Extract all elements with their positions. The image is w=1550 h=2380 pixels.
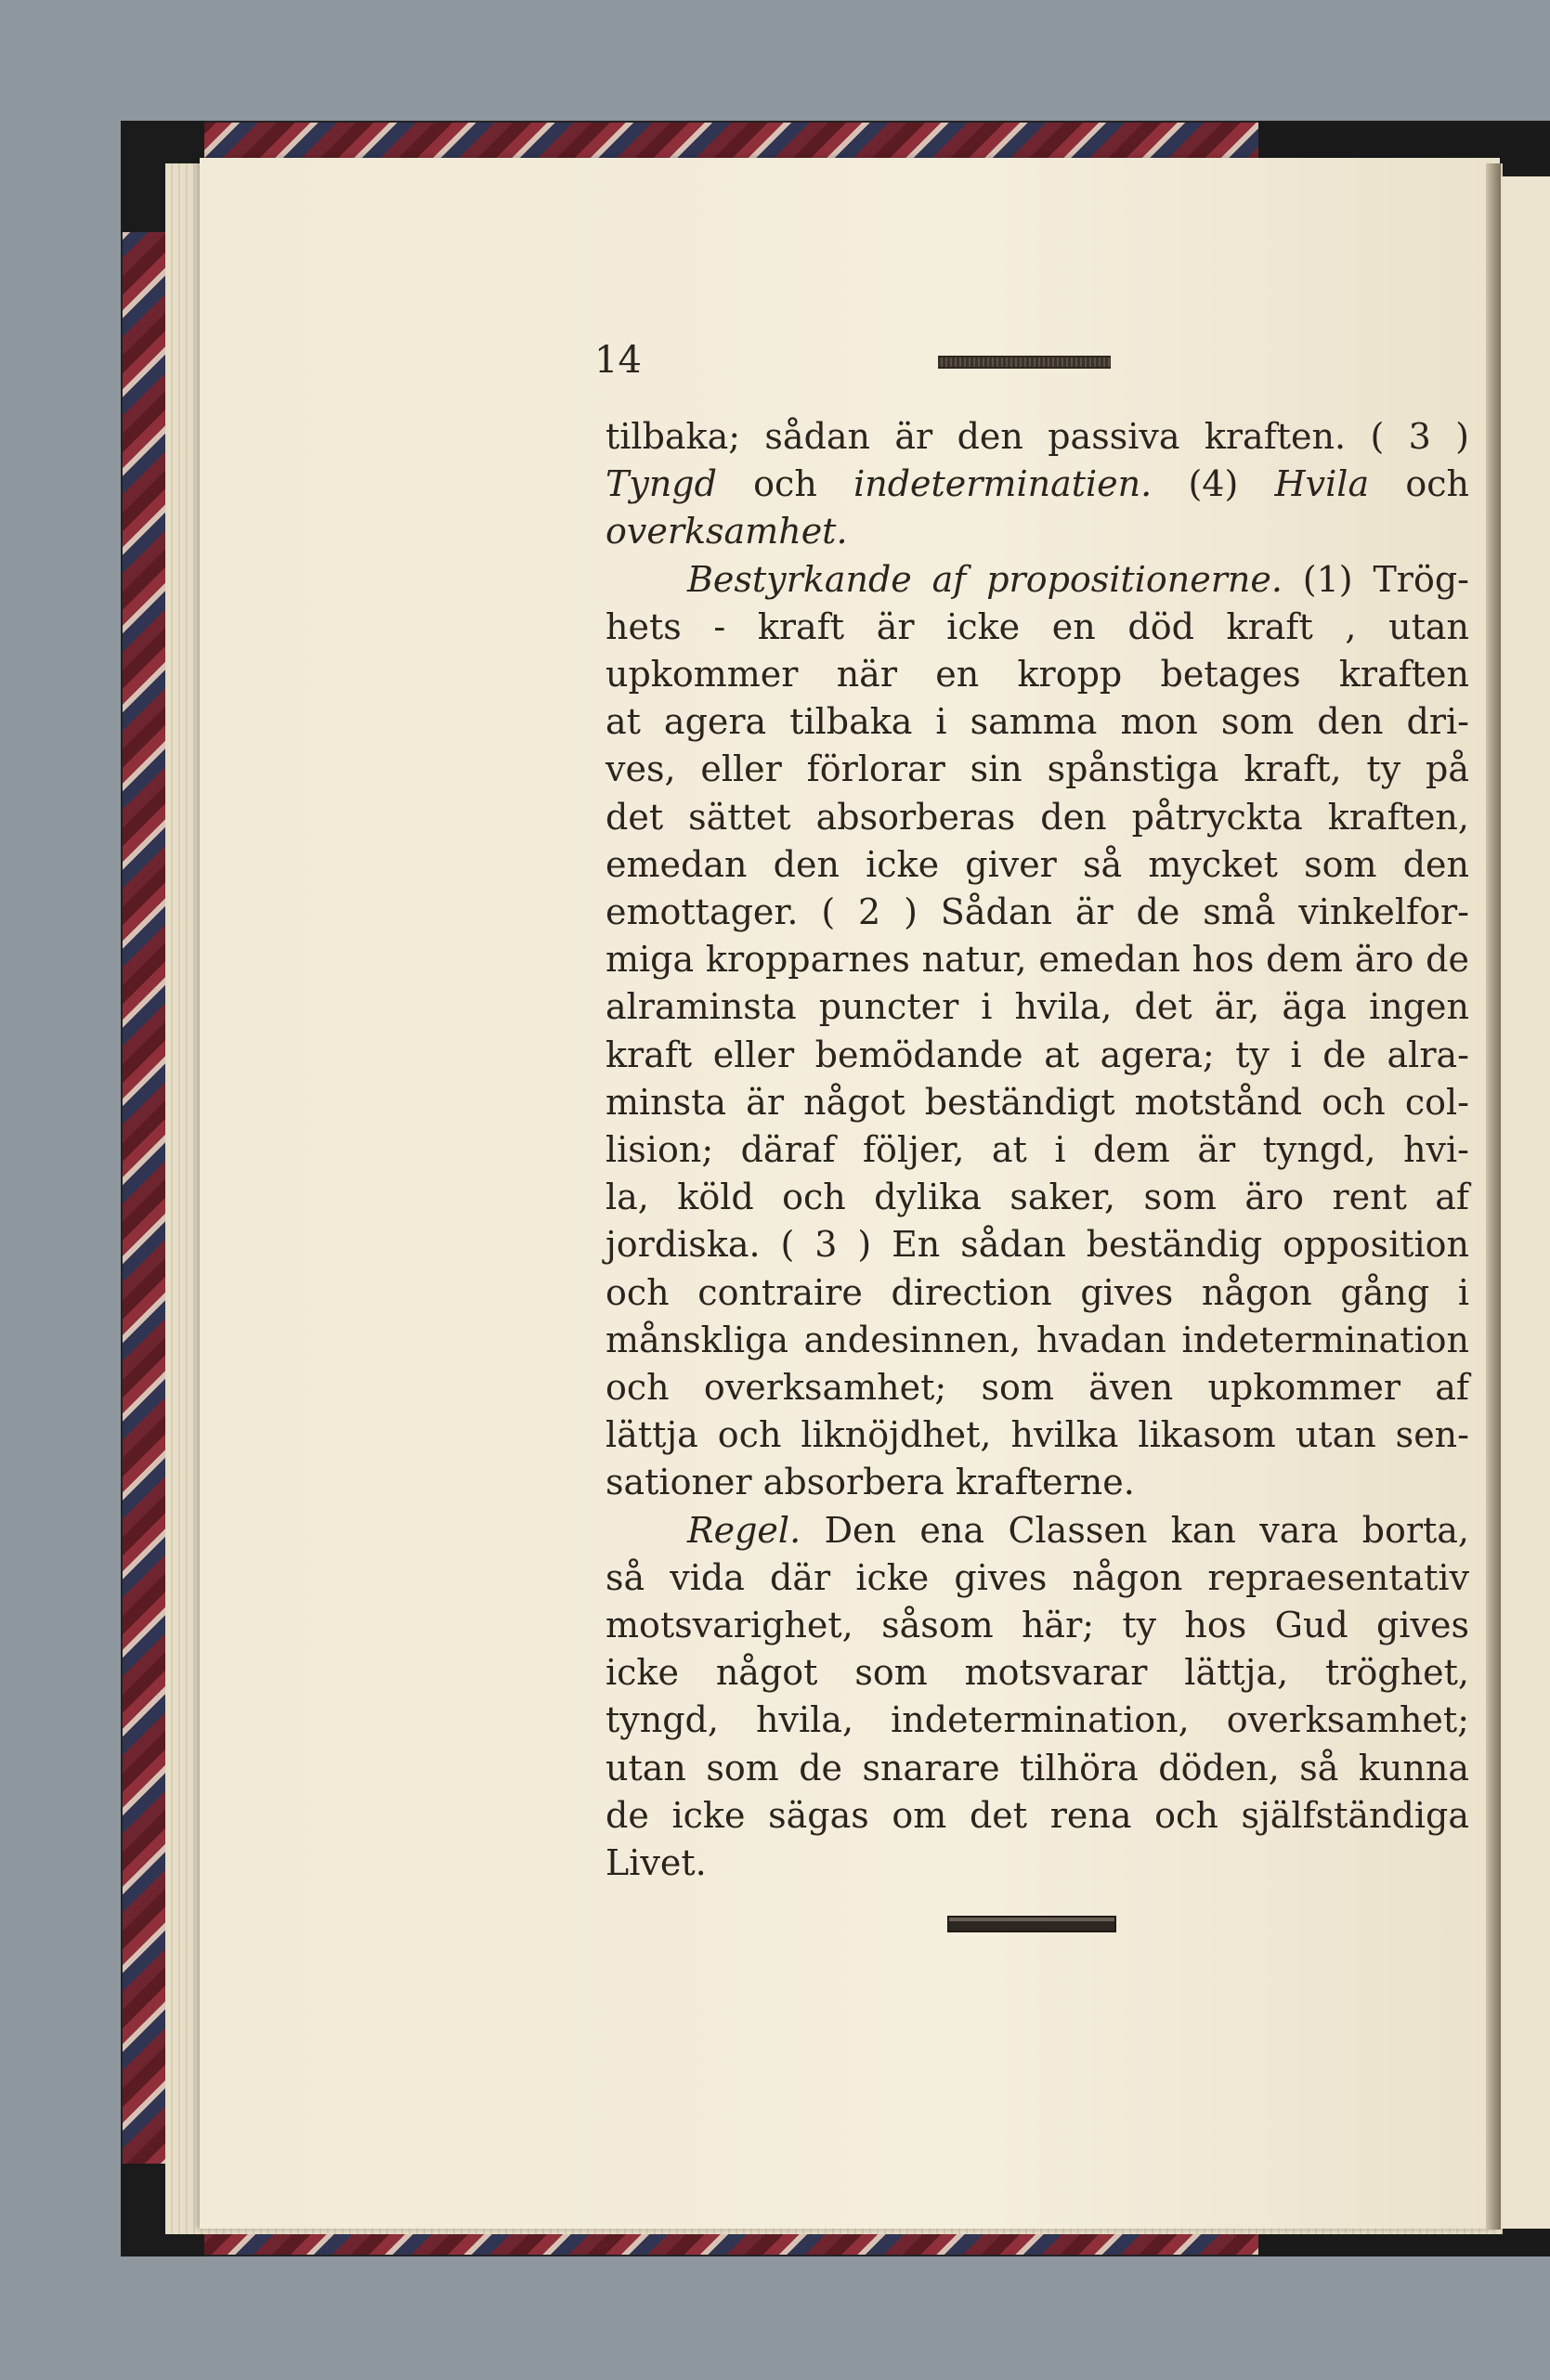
text-line xyxy=(606,1411,1469,1459)
text-line xyxy=(606,1032,1469,1079)
text-run: Livet. xyxy=(606,1842,707,1884)
text-run: emedan den icke giver så mycket som den xyxy=(606,843,1469,885)
text-run: utan som de snarare tilhöra döden, så kunna xyxy=(606,1747,1469,1788)
page-header xyxy=(594,339,1114,385)
text-line xyxy=(606,1269,1469,1317)
text-run: Bestyrkande af propositionerne. xyxy=(687,558,1283,600)
text-line xyxy=(606,794,1469,841)
text-run: Regel. xyxy=(687,1509,801,1551)
text-run: och overksamhet; som även upkommer af xyxy=(606,1367,1469,1409)
text-line xyxy=(606,604,1469,651)
text-run: emottager. ( 2 ) Sådan är de små vinkelfor- xyxy=(606,891,1469,933)
text-line xyxy=(606,1649,1469,1697)
text-run: hets - kraft är icke en död kraft , utan xyxy=(606,605,1469,647)
text-run: de icke sägas om det rena och själfständiga xyxy=(606,1794,1469,1836)
text-run: lision; däraf följer, at i dem är tyngd, hvi- xyxy=(606,1129,1469,1171)
text-line xyxy=(606,1792,1469,1840)
text-run: lättja och liknöjdhet, hvilka likasom utan sen- xyxy=(606,1414,1469,1456)
facing-page-edge xyxy=(1501,176,1550,2229)
text-line xyxy=(606,841,1469,889)
text-run: la, köld och dylika saker, som äro rent af xyxy=(606,1177,1469,1218)
text-line xyxy=(606,461,1469,508)
text-line xyxy=(606,1602,1469,1649)
text-run: miga kropparnes natur, emedan hos dem äro de xyxy=(606,939,1469,981)
text-run: sationer absorbera krafterne. xyxy=(606,1462,1135,1503)
text-run: och xyxy=(1369,463,1469,505)
text-run: tyngd, hvila, indetermination, overksamhet; xyxy=(606,1699,1469,1741)
text-line xyxy=(606,1840,1469,1887)
text-line xyxy=(606,556,1469,604)
text-line xyxy=(606,1126,1469,1174)
text-run: månskliga andesinnen, hvadan indetermination xyxy=(606,1319,1469,1360)
text-run: icke något som motsvarar lättja, tröghet, xyxy=(606,1652,1469,1694)
text-run: upkommer när en kropp betages kraften xyxy=(606,654,1469,696)
text-line xyxy=(606,1745,1469,1792)
text-line xyxy=(606,1317,1469,1364)
text-run: minsta är något beständigt motstånd och col- xyxy=(606,1081,1469,1123)
text-run: tilbaka; sådan är den passiva kraften. ( 3 ) xyxy=(606,416,1469,457)
text-line xyxy=(606,413,1469,461)
text-run: och xyxy=(716,463,854,505)
text-run: motsvarighet, såsom här; ty hos Gud gives xyxy=(606,1605,1469,1646)
text-run: så vida där icke gives någon repraesentativ xyxy=(606,1556,1469,1598)
text-run: och contraire direction gives någon gång i xyxy=(606,1271,1469,1313)
text-line xyxy=(606,889,1469,936)
text-run: (4) xyxy=(1152,463,1275,505)
text-line xyxy=(606,1554,1469,1602)
text-run: (1) Trög- xyxy=(1282,558,1469,600)
text-run: indeterminatien. xyxy=(853,463,1153,505)
text-line xyxy=(606,746,1469,793)
text-line xyxy=(606,1079,1469,1126)
text-line xyxy=(606,651,1469,698)
text-line xyxy=(606,508,1469,555)
text-run: jordiska. ( 3 ) En sådan beständig opposition xyxy=(606,1224,1469,1266)
text-line xyxy=(606,1221,1469,1268)
text-line xyxy=(606,1364,1469,1411)
text-run: kraft eller bemödande at agera; ty i de alra- xyxy=(606,1034,1469,1075)
text-run: det sättet absorberas den påtryckta kraften, xyxy=(606,796,1469,838)
text-run: at agera tilbaka i samma mon som den dri- xyxy=(606,701,1469,743)
text-run: Tyngd xyxy=(606,463,717,505)
text-line xyxy=(606,1174,1469,1221)
text-run: ves, eller förlorar sin spånstiga kraft, ty på xyxy=(606,748,1469,790)
text-line xyxy=(606,983,1469,1031)
text-line xyxy=(606,936,1469,983)
page-gutter xyxy=(1486,163,1501,2230)
header-ornament-rule xyxy=(938,356,1111,369)
text-run: Den ena Classen kan vara borta, xyxy=(801,1509,1469,1551)
text-run: overksamhet. xyxy=(606,511,848,553)
text-line xyxy=(606,1459,1469,1506)
text-line xyxy=(606,698,1469,746)
page-number: 14 xyxy=(594,339,642,382)
body-text xyxy=(606,413,1469,1887)
text-run: alraminsta puncter i hvila, det är, äga ingen xyxy=(606,986,1469,1028)
text-line xyxy=(606,1697,1469,1744)
text-line xyxy=(606,1507,1469,1554)
text-run: Hvila xyxy=(1274,463,1370,505)
footer-ornament-rule xyxy=(947,1916,1116,1932)
